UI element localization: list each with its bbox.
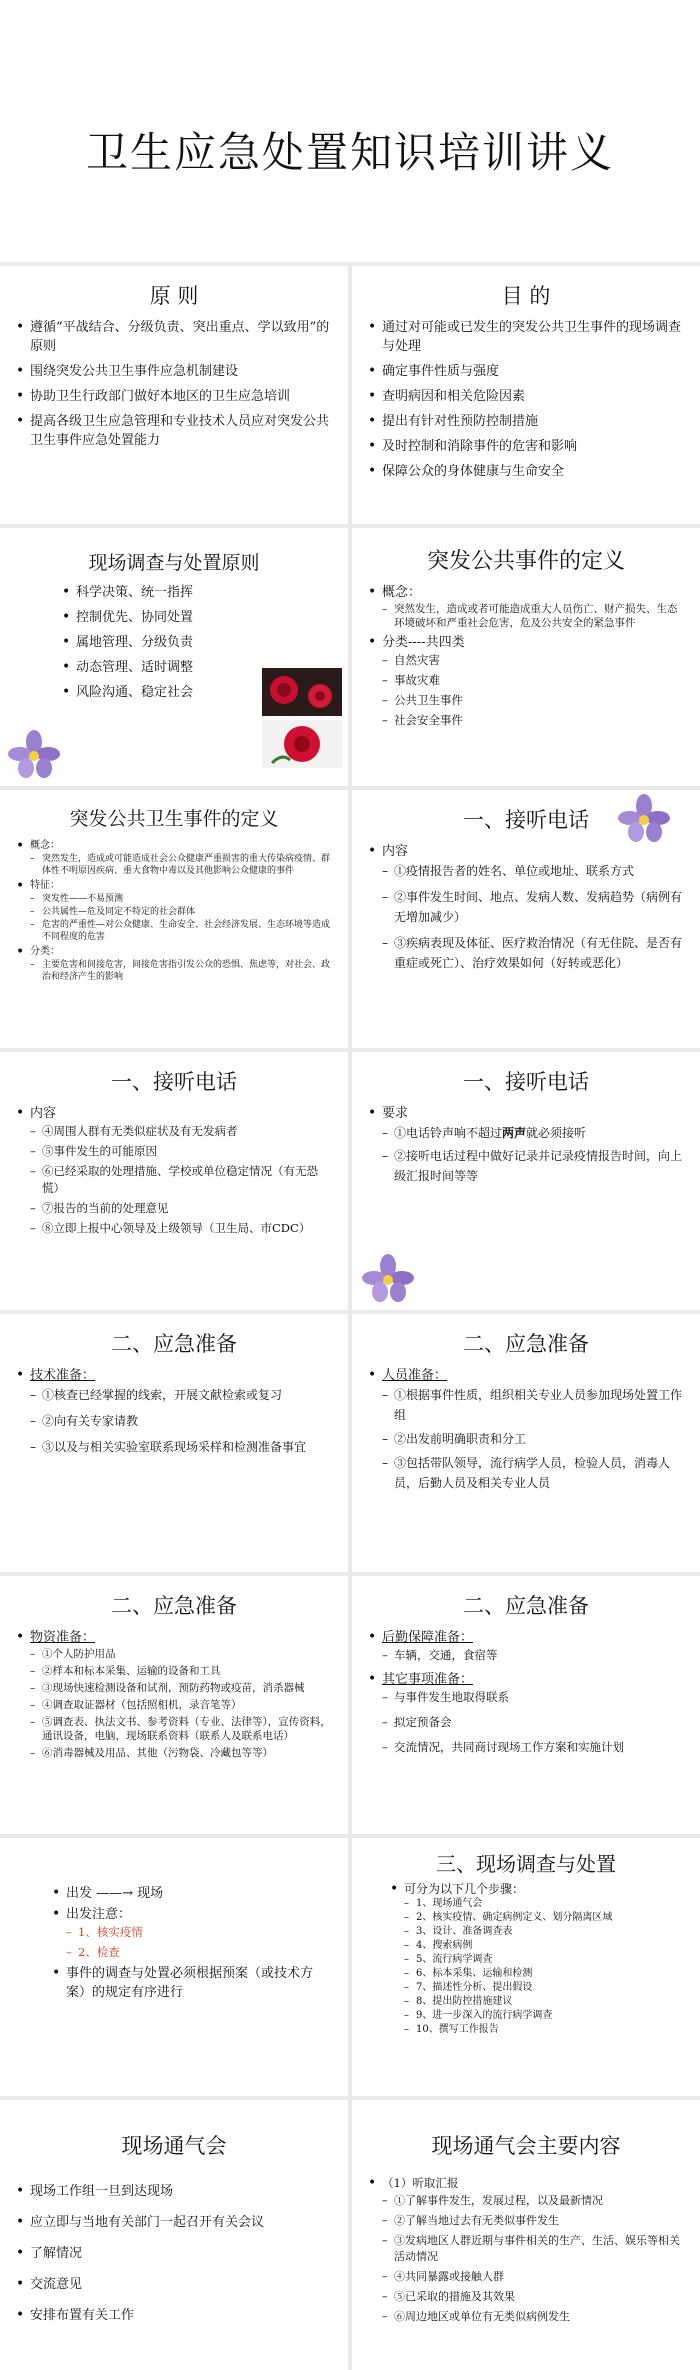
slide-investigation-steps	[352, 1838, 700, 2096]
sub-item: – ②接听电话过程中做好记录并记录疫情报告时间，向上级汇报时间等等	[382, 1146, 686, 1186]
slide-public-event-definition	[352, 528, 700, 786]
sub-list	[382, 1689, 686, 1756]
sub-item: – 主要危害和间接危害，间接危害指引发公众的恐惧、焦虑等，对社会、政治和经济产生的影响	[30, 959, 334, 983]
flower-decoration-icon	[4, 728, 64, 780]
staff-label: 人员准备：	[382, 1368, 448, 1383]
sub-item: – ②事件发生时间、地点、发病人数、发病趋势（病例有无增加减少）	[382, 887, 686, 927]
sub-list	[382, 2193, 686, 2325]
sub-item: – 10、撰写工作报告	[404, 2023, 690, 2036]
list-item	[14, 1628, 334, 1760]
sub-item: – 2、检查	[66, 1944, 328, 1961]
list-item: • 围绕突发公共卫生事件应急机制建设	[14, 362, 334, 381]
slide-title: 突发公共事件的定义	[426, 549, 625, 574]
slide-onsite-principles	[0, 528, 348, 786]
sub-item: – ①了解事件发生，发展过程，以及最新情况	[382, 2193, 686, 2209]
sub-list	[382, 861, 686, 973]
list-item	[366, 583, 686, 630]
slide-title: 一、接听电话	[463, 808, 589, 832]
sub-item: – 3、设计、准备调查表	[404, 1925, 690, 1938]
sub-item: – ④共同暴露或接触人群	[382, 2269, 686, 2285]
bullet-list	[352, 1881, 700, 2036]
sub-item: – 9、进一步深入的流行病学调查	[404, 2009, 690, 2022]
list-item	[366, 842, 686, 973]
slide-briefing-content	[352, 2100, 700, 2370]
sub-item: – ⑦报告的当前的处理意见	[30, 1200, 334, 1217]
slide-principles	[0, 266, 348, 524]
slide-title: 现场调查与处置原则	[88, 552, 260, 574]
content-label: 内容	[382, 844, 409, 859]
list-item: • 协助卫生行政部门做好本地区的卫生应急培训	[14, 387, 334, 406]
list-item: • 遵循“平战结合、分级负责、突出重点、学以致用”的原则	[14, 318, 334, 356]
sub-item: – ④周围人群有无类似症状及有无发病者	[30, 1123, 334, 1140]
slide-phone-2	[0, 1052, 348, 1310]
sub-item	[382, 1123, 686, 1143]
list-item: • 提高各级卫生应急管理和专业技术人员应对突发公共卫生事件应急处置能力	[14, 412, 334, 450]
sub-item: – 危害的严重性—对公众健康、生命安全、社会经济发展、生态环境等造成不同程度的危害	[30, 919, 334, 943]
list-item	[366, 1104, 686, 1186]
sub-item: – 突然发生，造成或可能造成社会公众健康严重损害的重大传染病疫情、群体性不明原因疾病、重大食物中毒以及其他影响公众健康的事件	[30, 853, 334, 877]
sub-item: – 6、标本采集、运输和检测	[404, 1967, 690, 1980]
list-item	[14, 945, 334, 983]
sub-item: – 4、搜索病例	[404, 1939, 690, 1952]
sub-list	[404, 1897, 690, 2036]
sub-item: – ⑤已采取的措施及其效果	[382, 2289, 686, 2305]
sub-item: – ⑤事件发生的可能原因	[30, 1143, 334, 1160]
sub-list	[30, 1123, 334, 1237]
title-slide	[0, 0, 700, 262]
list-item	[366, 2174, 686, 2325]
sub-item: – ③发病地区人群近期与事件相关的生产、生活、娱乐等相关活动情况	[382, 2233, 686, 2265]
rose-image	[262, 668, 342, 768]
types-label: 分类：	[30, 946, 60, 957]
sub-list	[30, 1647, 334, 1760]
list-item	[14, 1366, 334, 1457]
list-item	[50, 1905, 328, 1961]
sub-item: – ②向有关专家请教	[30, 1411, 334, 1431]
slide-prep-tech	[0, 1314, 348, 1572]
bullet-list	[0, 1104, 348, 1237]
sub-item: – ①个人防护用品	[30, 1647, 334, 1661]
types-label: 分类----共四类	[382, 635, 465, 650]
bullet-list	[0, 1366, 348, 1457]
list-item: • 事件的调查与处置必须根据预案（或技术方案）的规定有序进行	[50, 1964, 328, 2002]
slide-phone-1	[352, 790, 700, 1048]
sub-list	[382, 1647, 686, 1664]
list-item	[366, 1366, 686, 1493]
sub-item: – ⑧立即上报中心领导及上级领导（卫生局、市CDC）	[30, 1220, 334, 1237]
slide-title: 二、应急准备	[463, 1594, 589, 1618]
sub-item: – 7、描述性分析、提出假设	[404, 1981, 690, 1994]
slide-prep-staff	[352, 1314, 700, 1572]
list-item: • 及时控制和消除事件的危害和影响	[366, 437, 686, 456]
list-item: • 应立即与当地有关部门一起召开有关会议	[14, 2213, 334, 2232]
content-label: 内容	[30, 1106, 57, 1121]
list-item: • 出发 ——→ 现场	[50, 1884, 328, 1903]
bullet-list	[0, 1838, 348, 2002]
sub-item: – ③以及与相关实验室联系现场采样和检测准备事宜	[30, 1437, 334, 1457]
tech-label: 技术准备：	[30, 1368, 96, 1383]
slide-prep-material	[0, 1576, 348, 1834]
material-label: 物资准备：	[30, 1630, 96, 1645]
slide-departure	[0, 1838, 348, 2096]
slide-title: 二、应急准备	[463, 1332, 589, 1356]
list-item: • 确定事件性质与强度	[366, 362, 686, 381]
slide-health-event-definition	[0, 790, 348, 1048]
bullet-list	[352, 1628, 700, 1756]
flower-decoration-icon	[358, 1252, 418, 1304]
concept-label: 概念：	[30, 840, 60, 851]
bullet-list	[352, 583, 700, 729]
sub-item: – 交流情况，共同商讨现场工作方案和实施计划	[382, 1739, 686, 1756]
list-item: • 风险沟通、稳定社会	[60, 683, 348, 702]
sub-item: – ④调查取证器材（包括照相机，录音笔等）	[30, 1698, 334, 1712]
sub-item: – ②了解当地过去有无类似事件发生	[382, 2213, 686, 2229]
sub-item: – ①核查已经掌握的线索，开展文献检索或复习	[30, 1385, 334, 1405]
sub-item: – ②出发前明确职责和分工	[382, 1429, 686, 1449]
slide-title: 一、接听电话	[111, 1070, 237, 1094]
sub-item: – 事故灾难	[382, 672, 686, 689]
sub-item: – ⑤调查表、执法文书、参考资料（专业、法律等），宣传资料，通讯设备，电脑，现场联系资料（联系人及联系电话）	[30, 1715, 334, 1743]
page-title: 卫生应急处置知识培训讲义	[85, 128, 614, 177]
slide-title: 现场通气会	[121, 2134, 227, 2158]
bullet-list	[0, 2182, 348, 2325]
slide-title: 突发公共卫生事件的定义	[69, 808, 279, 830]
sub-item: – 5、流行病学调查	[404, 1953, 690, 1966]
list-item	[14, 1104, 334, 1237]
slide-title: 二、应急准备	[111, 1594, 237, 1618]
bullet-list	[352, 842, 700, 973]
list-item: • 查明病因和相关危险因素	[366, 387, 686, 406]
sub-item: – ②样本和标本采集、运输的设备和工具	[30, 1664, 334, 1678]
list-item	[388, 1881, 690, 2036]
list-item: • 现场工作组一旦到达现场	[14, 2182, 334, 2201]
sub-item: – ⑥消毒器械及用品、其他（污物袋、冷藏包等等）	[30, 1746, 334, 1760]
sub-item: – 1、核实疫情	[66, 1924, 328, 1941]
sub-item: – 车辆，交通，食宿等	[382, 1647, 686, 1664]
sub-list	[30, 853, 334, 877]
logistics-label: 后勤保障准备：	[382, 1630, 474, 1645]
bullet-list	[352, 318, 700, 481]
sub-item: – 社会安全事件	[382, 712, 686, 729]
sub-item: – 8、提出防控措施建议	[404, 1995, 690, 2008]
list-item: • 保障公众的身体健康与生命安全	[366, 462, 686, 481]
sub-item: – ③包括带队领导，流行病学人员，检验人员，消毒人员，后勤人员及相关专业人员	[382, 1453, 686, 1493]
list-item	[366, 1628, 686, 1664]
list-item: • 属地管理、分级负责	[60, 633, 348, 652]
list-item	[14, 879, 334, 943]
sub-list	[382, 602, 686, 630]
slide-title: 现场通气会主要内容	[431, 2134, 621, 2158]
sub-item: – ①根据事件性质，组织相关专业人员参加现场处置工作组	[382, 1385, 686, 1425]
features-label: 特征：	[30, 880, 60, 891]
sub-list	[66, 1924, 328, 1961]
list-item: • 动态管理、适时调整	[60, 658, 348, 677]
slide-title: 二、应急准备	[111, 1332, 237, 1356]
text-span: ①电话铃声响不超过	[394, 1126, 503, 1140]
sub-item: – 突发性——不易预测	[30, 893, 334, 905]
slide-prep-logistics	[352, 1576, 700, 1834]
text-span: 就必须接听	[526, 1126, 587, 1140]
report-label: （1）听取汇报	[382, 2176, 459, 2190]
bullet-list	[352, 2174, 700, 2325]
sub-list	[30, 959, 334, 983]
text-span-bold: 两声	[502, 1126, 527, 1140]
steps-intro: 可分为以下几个步骤：	[404, 1882, 525, 1896]
slide-purpose	[352, 266, 700, 524]
sub-item: – ⑥周边地区或单位有无类似病例发生	[382, 2309, 686, 2325]
sub-item: – 拟定预备会	[382, 1714, 686, 1731]
sub-list	[382, 1385, 686, 1493]
sub-item: – ③现场快速检测设备和试剂，预防药物或疫苗，消杀器械	[30, 1681, 334, 1695]
slide-title: 原 则	[149, 284, 199, 308]
sub-item: – 2、核实疫情、确定病例定义、划分隔离区域	[404, 1911, 690, 1924]
sub-item: – ③疾病表现及体征、医疗救治情况（有无住院、是否有重症或死亡）、治疗效果如何（好转或恶化）	[382, 933, 686, 973]
list-item: • 控制优先、协同处置	[60, 608, 348, 627]
sub-item: – 公共卫生事件	[382, 692, 686, 709]
sub-item: – 突然发生，造成或者可能造成重大人员伤亡、财产损失、生态环境破坏和严重社会危害，危及公共安全的紧急事件	[382, 602, 686, 630]
sub-item: – ⑥已经采取的处理措施、学校或单位稳定情况（有无恐慌）	[30, 1163, 334, 1197]
sub-item: – 1、现场通气会	[404, 1897, 690, 1910]
sub-item: – 公共属性—危及同定不特定的社会群体	[30, 906, 334, 918]
notice-label: 出发注意：	[66, 1907, 132, 1922]
slide-phone-3	[352, 1052, 700, 1310]
requirement-label: 要求	[382, 1106, 409, 1121]
list-item: • 提出有针对性预防控制措施	[366, 412, 686, 431]
sub-item: – ①疫情报告者的姓名、单位或地址、联系方式	[382, 861, 686, 881]
sub-item: – 与事件发生地取得联系	[382, 1689, 686, 1706]
list-item: • 交流意见	[14, 2275, 334, 2294]
list-item: • 安排布置有关工作	[14, 2306, 334, 2325]
bullet-list	[0, 318, 348, 450]
bullet-list	[0, 839, 348, 983]
sub-list	[382, 652, 686, 729]
sub-list	[382, 1123, 686, 1186]
flower-decoration-icon	[614, 792, 674, 844]
bullet-list	[352, 1366, 700, 1493]
slide-title: 一、接听电话	[463, 1070, 589, 1094]
list-item	[14, 839, 334, 877]
list-item	[366, 1670, 686, 1756]
bullet-list	[352, 1104, 700, 1186]
list-item	[366, 633, 686, 729]
slide-title: 三、现场调查与处置	[436, 1852, 616, 1876]
bullet-list	[0, 1628, 348, 1760]
slide-title: 目 的	[501, 284, 551, 308]
list-item: • 了解情况	[14, 2244, 334, 2263]
list-item: • 通过对可能或已发生的突发公共卫生事件的现场调查与处理	[366, 318, 686, 356]
sub-list	[30, 1385, 334, 1457]
other-label: 其它事项准备：	[382, 1672, 474, 1687]
concept-label: 概念：	[382, 585, 422, 600]
slide-briefing	[0, 2100, 348, 2370]
sub-item: – 自然灾害	[382, 652, 686, 669]
list-item: • 科学决策、统一指挥	[60, 583, 348, 602]
sub-list	[30, 893, 334, 943]
